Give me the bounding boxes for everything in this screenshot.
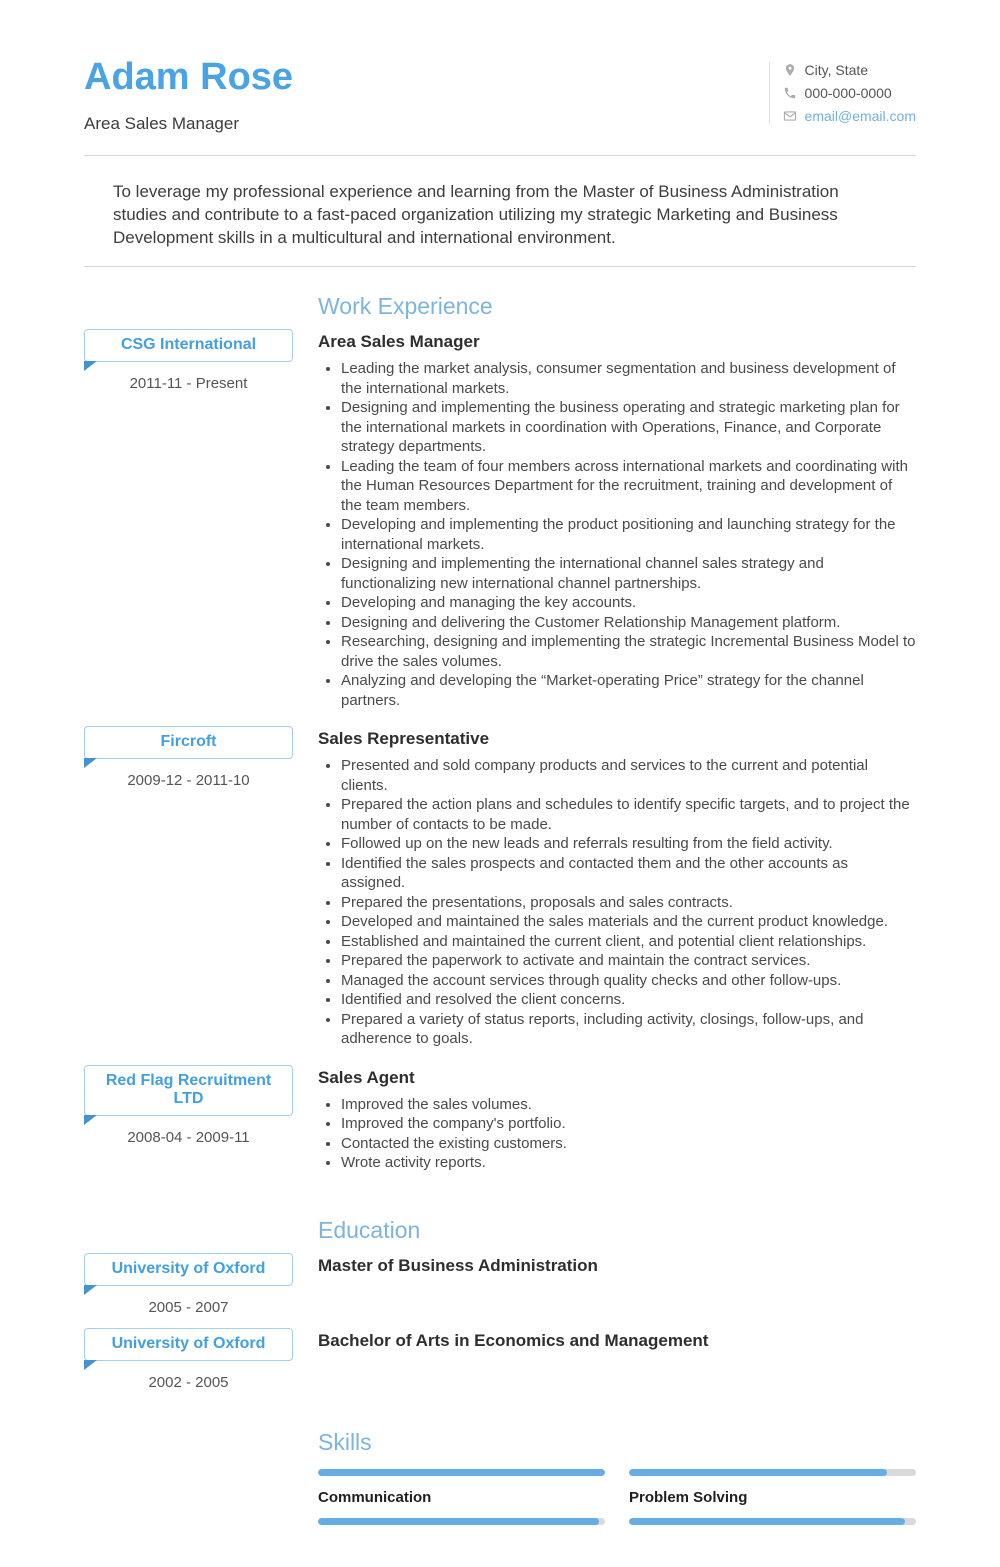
job-dates: 2011-11 - Present — [129, 375, 248, 392]
job-left-column — [84, 726, 293, 789]
job-details — [318, 1065, 916, 1173]
contact-location-text: City, State — [804, 62, 869, 78]
bullet-item: • Developing and managing the key accounts. — [341, 593, 916, 613]
job-bullet-list — [318, 359, 916, 710]
skill-bar-track — [629, 1518, 916, 1525]
job-row — [84, 1065, 916, 1173]
work-experience-heading: Work Experience — [318, 293, 493, 319]
bullet-item: • Identified and resolved the client concerns. — [341, 990, 916, 1010]
bullet-item: • Established and maintained the current client, and potential client relationships. — [341, 932, 916, 952]
contact-block — [769, 62, 916, 124]
job-bullet-list — [318, 1095, 916, 1173]
person-job-title: Area Sales Manager — [84, 114, 239, 133]
job-position-title: Sales Agent — [318, 1067, 415, 1087]
company-badge: CSG International — [84, 329, 293, 362]
school-badge: University of Oxford — [84, 1253, 293, 1286]
company-badge: Fircroft — [84, 726, 293, 759]
degree-title: Bachelor of Arts in Economics and Management — [318, 1330, 709, 1350]
bullet-item: • Designing and delivering the Customer Relationship Management platform. — [341, 613, 916, 633]
skill-bar-track — [629, 1469, 916, 1476]
skill-bar-track — [318, 1469, 605, 1476]
envelope-icon — [783, 109, 797, 123]
education-details — [318, 1328, 916, 1358]
bullet-item: • Wrote activity reports. — [341, 1153, 916, 1173]
education-dates: 2005 - 2007 — [148, 1298, 229, 1316]
education-left-column — [84, 1253, 293, 1316]
skill-item — [629, 1518, 916, 1567]
job-dates: 2009-12 - 2011-10 — [127, 772, 250, 789]
bullet-item: • Leading the team of four members across international markets and coordinating with the Human Resources Department for the recruitment, training and development of the team members. — [341, 457, 916, 516]
job-details — [318, 726, 916, 1049]
bullet-item: • Improved the sales volumes. — [341, 1095, 916, 1115]
education-heading: Education — [318, 1216, 421, 1243]
bullet-item: • Developed and maintained the sales materials and the current product knowledge. — [341, 912, 916, 932]
job-row — [84, 329, 916, 710]
map-pin-icon — [783, 63, 797, 77]
skill-bar-fill — [629, 1469, 887, 1476]
bullet-item: • Prepared a variety of status reports, including activity, closings, follow-ups, and adherence to goals. — [341, 1010, 916, 1049]
school-badge: University of Oxford — [84, 1328, 293, 1361]
degree-title: Master of Business Administration — [318, 1255, 598, 1275]
header — [84, 56, 916, 134]
company-badge: Red Flag Recruitment LTD — [84, 1065, 293, 1116]
job-left-column — [84, 329, 293, 392]
skill-bar-track — [318, 1518, 605, 1525]
education-left-column — [84, 1328, 293, 1391]
skill-bar-fill — [629, 1518, 905, 1525]
contact-phone-text: 000-000-0000 — [804, 85, 892, 101]
bullet-item: • Leading the market analysis, consumer segmentation and business development of the international markets. — [341, 359, 916, 398]
job-dates: 2008-04 - 2009-11 — [127, 1128, 250, 1146]
bullet-item: • Contacted the existing customers. — [341, 1134, 916, 1154]
skills-grid — [318, 1469, 916, 1567]
bullet-item: • Prepared the action plans and schedules to identify specific targets, and to project the number of contacts to be made. — [341, 795, 916, 834]
education-row — [84, 1253, 916, 1316]
job-position-title: Sales Representative — [318, 729, 490, 748]
bullet-item: • Followed up on the new leads and referrals resulting from the field activity. — [341, 834, 916, 854]
identity — [84, 56, 293, 134]
skill-item — [318, 1518, 605, 1567]
person-name: Adam Rose — [84, 56, 294, 98]
job-details — [318, 329, 916, 710]
bullet-item: • Identified the sales prospects and contacted them and the other accounts as assigned. — [341, 854, 916, 893]
skill-item — [629, 1469, 916, 1518]
bullet-item: • Managed the account services through quality checks and other follow-ups. — [341, 971, 916, 991]
contact-email-link[interactable]: email@email.com — [804, 108, 916, 124]
skill-label — [318, 1538, 605, 1555]
summary-text: To leverage my professional experience and learning from the Master of Business Administration studies and contribute to a fast-paced organization utilizing my strategic Marketing and Business Development skills in a multicultural and international environment. — [113, 182, 839, 247]
job-row — [84, 726, 916, 1049]
bullet-item: • Researching, designing and implementing the strategic Incremental Business Model to drive the sales volumes. — [341, 632, 916, 671]
skill-item — [318, 1469, 605, 1518]
summary-divider — [84, 266, 916, 267]
bullet-item: • Designing and implementing the international channel sales strategy and functionalizing new international channel partnerships. — [341, 554, 916, 593]
job-left-column — [84, 1065, 293, 1146]
job-position-title: Area Sales Manager — [318, 332, 480, 351]
skill-label — [629, 1538, 916, 1555]
education-row — [84, 1328, 916, 1391]
bullet-item: • Prepared the paperwork to activate and maintain the contract services. — [341, 951, 916, 971]
skill-label: Communication — [318, 1488, 432, 1506]
contact-email — [783, 108, 916, 124]
job-bullet-list — [318, 756, 916, 1049]
bullet-item: • Improved the company's portfolio. — [341, 1114, 916, 1134]
bullet-item: • Prepared the presentations, proposals and sales contracts. — [341, 893, 916, 913]
phone-icon — [783, 86, 797, 100]
bullet-item: • Developing and implementing the product positioning and launching strategy for the international markets. — [341, 515, 916, 554]
bullet-item: • Presented and sold company products and services to the current and potential clients. — [341, 756, 916, 795]
header-divider — [84, 155, 916, 156]
skills-heading: Skills — [318, 1428, 372, 1455]
education-details — [318, 1253, 916, 1283]
skill-bar-fill — [318, 1469, 605, 1476]
bullet-item: • Analyzing and developing the “Market-operating Price” strategy for the channel partners. — [341, 671, 916, 710]
contact-phone — [783, 85, 916, 101]
skill-label: Problem Solving — [629, 1488, 748, 1506]
education-dates: 2002 - 2005 — [148, 1373, 229, 1391]
bullet-item: • Designing and implementing the business operating and strategic marketing plan for the international markets in coordination with Operations, Finance, and Corporate strategy departments. — [341, 398, 916, 457]
contact-location — [783, 62, 916, 78]
skill-bar-fill — [318, 1518, 599, 1525]
